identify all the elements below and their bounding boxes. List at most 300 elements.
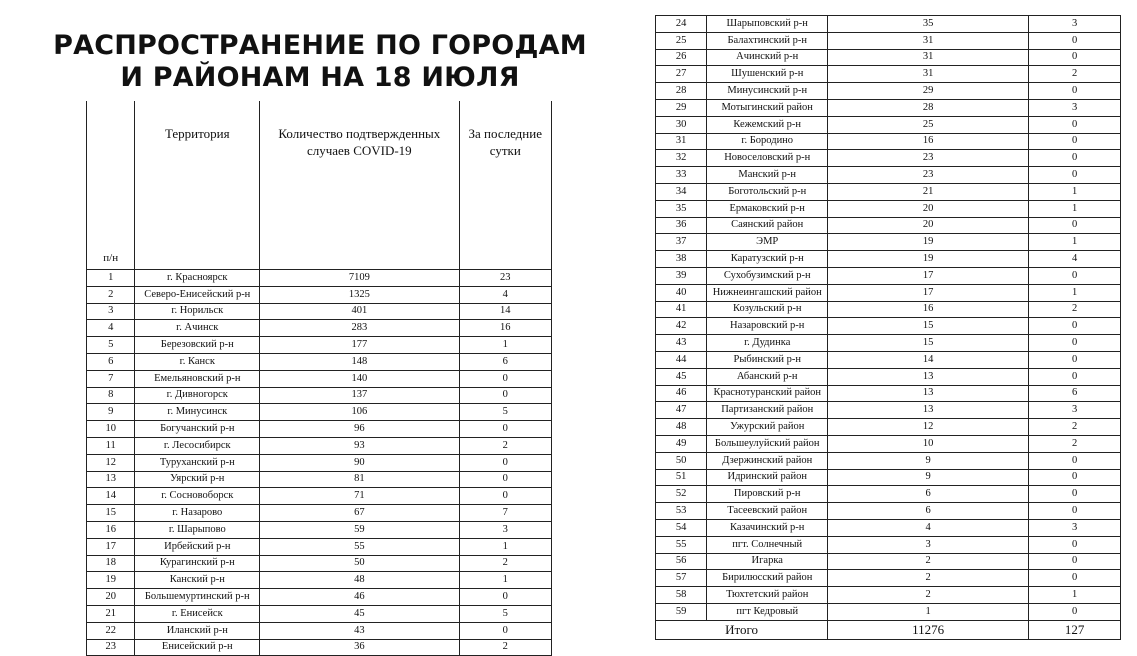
cell-num: 47 — [656, 402, 707, 419]
table-row — [656, 570, 1121, 587]
cell-territory: Большеулуйский район — [707, 435, 828, 452]
cell-num: 46 — [656, 385, 707, 402]
cell-confirmed: 106 — [260, 404, 459, 421]
cell-last-day: 0 — [1029, 368, 1121, 385]
cell-num: 30 — [656, 116, 707, 133]
cell-territory: Богучанский р-н — [135, 421, 260, 438]
table-row — [656, 217, 1121, 234]
table-row — [656, 335, 1121, 352]
cell-num: 34 — [656, 183, 707, 200]
table-row — [87, 622, 552, 639]
cell-confirmed: 1325 — [260, 286, 459, 303]
table-row — [87, 320, 552, 337]
cell-last-day: 6 — [1029, 385, 1121, 402]
cell-last-day: 1 — [459, 572, 551, 589]
cell-confirmed: 15 — [828, 335, 1029, 352]
cell-territory: Балахтинский р-н — [707, 32, 828, 49]
cell-last-day: 2 — [459, 555, 551, 572]
cell-last-day: 0 — [1029, 116, 1121, 133]
table-row — [656, 603, 1121, 620]
cell-confirmed: 4 — [828, 519, 1029, 536]
cell-last-day: 0 — [1029, 49, 1121, 66]
table-row — [656, 503, 1121, 520]
cell-last-day: 6 — [459, 353, 551, 370]
cell-num: 1 — [87, 270, 135, 287]
cell-num: 52 — [656, 486, 707, 503]
cell-territory: Уярский р-н — [135, 471, 260, 488]
total-row — [656, 620, 1121, 639]
cell-last-day: 1 — [459, 337, 551, 354]
cell-last-day: 0 — [1029, 469, 1121, 486]
cell-last-day: 0 — [1029, 570, 1121, 587]
cell-num: 9 — [87, 404, 135, 421]
cell-num: 42 — [656, 318, 707, 335]
cell-territory: Шарыповский р-н — [707, 16, 828, 33]
cell-num: 5 — [87, 337, 135, 354]
cell-confirmed: 31 — [828, 32, 1029, 49]
cell-last-day: 16 — [459, 320, 551, 337]
cell-num: 36 — [656, 217, 707, 234]
cell-last-day: 0 — [459, 488, 551, 505]
table-row — [656, 83, 1121, 100]
cell-confirmed: 90 — [260, 454, 459, 471]
cell-last-day: 0 — [1029, 553, 1121, 570]
cell-num: 4 — [87, 320, 135, 337]
cell-confirmed: 35 — [828, 16, 1029, 33]
cell-last-day: 0 — [1029, 486, 1121, 503]
cell-last-day: 3 — [1029, 519, 1121, 536]
cell-last-day: 4 — [1029, 251, 1121, 268]
cell-num: 7 — [87, 370, 135, 387]
table-header-row — [87, 101, 552, 270]
cell-last-day: 7 — [459, 505, 551, 522]
cell-confirmed: 6 — [828, 486, 1029, 503]
cell-confirmed: 401 — [260, 303, 459, 320]
table-row — [656, 351, 1121, 368]
cell-num: 28 — [656, 83, 707, 100]
page-title — [30, 30, 610, 94]
cell-confirmed: 45 — [260, 605, 459, 622]
cell-confirmed: 28 — [828, 99, 1029, 116]
cell-num: 57 — [656, 570, 707, 587]
header-last-day: За последние сутки — [459, 101, 551, 270]
cell-territory: Игарка — [707, 553, 828, 570]
cell-territory: Большемуртинский р-н — [135, 589, 260, 606]
cell-last-day: 0 — [1029, 167, 1121, 184]
cell-territory: г. Лесосибирск — [135, 437, 260, 454]
cell-territory: пгт. Солнечный — [707, 536, 828, 553]
cell-territory: Минусинский р-н — [707, 83, 828, 100]
cell-confirmed: 96 — [260, 421, 459, 438]
cell-num: 6 — [87, 353, 135, 370]
table-row — [656, 536, 1121, 553]
cell-confirmed: 23 — [828, 167, 1029, 184]
table-row — [87, 605, 552, 622]
cell-confirmed: 31 — [828, 66, 1029, 83]
cell-last-day: 1 — [1029, 234, 1121, 251]
cell-confirmed: 148 — [260, 353, 459, 370]
table-row — [87, 337, 552, 354]
cell-last-day: 3 — [1029, 99, 1121, 116]
table-row — [87, 572, 552, 589]
table-row — [87, 454, 552, 471]
cell-confirmed: 59 — [260, 521, 459, 538]
cell-territory: Ермаковский р-н — [707, 200, 828, 217]
cell-territory: Ужурский район — [707, 419, 828, 436]
table-row — [87, 505, 552, 522]
cell-territory: Краснотуранский район — [707, 385, 828, 402]
table-row — [656, 301, 1121, 318]
table-row — [656, 49, 1121, 66]
cell-num: 35 — [656, 200, 707, 217]
cell-num: 50 — [656, 452, 707, 469]
cell-territory: Дзержинский район — [707, 452, 828, 469]
table-row — [87, 387, 552, 404]
cell-territory: г. Минусинск — [135, 404, 260, 421]
cell-num: 26 — [656, 49, 707, 66]
total-confirmed: 11276 — [828, 620, 1029, 639]
table-body-right — [656, 16, 1121, 621]
table-row — [656, 368, 1121, 385]
table-row — [656, 519, 1121, 536]
cell-territory: Нижнеингашский район — [707, 284, 828, 301]
cell-confirmed: 20 — [828, 200, 1029, 217]
cell-confirmed: 36 — [260, 639, 459, 656]
cell-num: 51 — [656, 469, 707, 486]
cell-num: 10 — [87, 421, 135, 438]
cell-num: 27 — [656, 66, 707, 83]
cell-territory: Березовский р-н — [135, 337, 260, 354]
covid-table-right — [655, 15, 1121, 640]
cell-confirmed: 15 — [828, 318, 1029, 335]
cell-confirmed: 16 — [828, 301, 1029, 318]
cell-territory: Казачинский р-н — [707, 519, 828, 536]
cell-confirmed: 9 — [828, 469, 1029, 486]
cell-territory: г. Дудинка — [707, 335, 828, 352]
table-row — [87, 437, 552, 454]
cell-num: 20 — [87, 589, 135, 606]
cell-last-day: 0 — [459, 421, 551, 438]
table-row — [87, 555, 552, 572]
cell-confirmed: 17 — [828, 284, 1029, 301]
cell-territory: г. Ачинск — [135, 320, 260, 337]
cell-last-day: 0 — [459, 622, 551, 639]
cell-num: 40 — [656, 284, 707, 301]
cell-confirmed: 67 — [260, 505, 459, 522]
cell-last-day: 5 — [459, 404, 551, 421]
cell-confirmed: 48 — [260, 572, 459, 589]
cell-territory: Кежемский р-н — [707, 116, 828, 133]
table-row — [656, 251, 1121, 268]
cell-num: 3 — [87, 303, 135, 320]
table-row — [656, 267, 1121, 284]
cell-confirmed: 13 — [828, 368, 1029, 385]
cell-confirmed: 1 — [828, 603, 1029, 620]
cell-confirmed: 2 — [828, 587, 1029, 604]
cell-last-day: 2 — [459, 639, 551, 656]
cell-num: 45 — [656, 368, 707, 385]
cell-territory: г. Енисейск — [135, 605, 260, 622]
table-row — [656, 385, 1121, 402]
cell-confirmed: 283 — [260, 320, 459, 337]
cell-last-day: 0 — [1029, 267, 1121, 284]
table-row — [656, 133, 1121, 150]
cell-num: 22 — [87, 622, 135, 639]
cell-territory: Бирилюсский район — [707, 570, 828, 587]
cell-num: 11 — [87, 437, 135, 454]
cell-confirmed: 19 — [828, 251, 1029, 268]
cell-territory: Северо-Енисейский р-н — [135, 286, 260, 303]
cell-confirmed: 13 — [828, 385, 1029, 402]
table-row — [87, 639, 552, 656]
table-row — [656, 32, 1121, 49]
cell-confirmed: 2 — [828, 553, 1029, 570]
cell-confirmed: 71 — [260, 488, 459, 505]
cell-last-day: 2 — [1029, 66, 1121, 83]
cell-confirmed: 93 — [260, 437, 459, 454]
cell-last-day: 4 — [459, 286, 551, 303]
table-row — [656, 419, 1121, 436]
cell-confirmed: 50 — [260, 555, 459, 572]
cell-num: 31 — [656, 133, 707, 150]
table-row — [656, 318, 1121, 335]
cell-confirmed: 43 — [260, 622, 459, 639]
table-row — [656, 200, 1121, 217]
cell-num: 17 — [87, 538, 135, 555]
cell-confirmed: 140 — [260, 370, 459, 387]
cell-last-day: 0 — [1029, 452, 1121, 469]
cell-last-day: 2 — [459, 437, 551, 454]
cell-territory: Мотыгинский район — [707, 99, 828, 116]
cell-territory: Идринский район — [707, 469, 828, 486]
cell-num: 43 — [656, 335, 707, 352]
cell-num: 29 — [656, 99, 707, 116]
cell-num: 41 — [656, 301, 707, 318]
table-row — [656, 435, 1121, 452]
cell-confirmed: 10 — [828, 435, 1029, 452]
cell-confirmed: 7109 — [260, 270, 459, 287]
table-row — [656, 99, 1121, 116]
table-row — [656, 116, 1121, 133]
cell-territory: Шушенский р-н — [707, 66, 828, 83]
cell-confirmed: 3 — [828, 536, 1029, 553]
cell-territory: Абанский р-н — [707, 368, 828, 385]
cell-confirmed: 46 — [260, 589, 459, 606]
table-row — [656, 284, 1121, 301]
cell-territory: г. Красноярск — [135, 270, 260, 287]
title-line-2: И РАЙОНАМ НА 18 ИЮЛЯ — [120, 62, 520, 93]
table-row — [87, 521, 552, 538]
cell-last-day: 2 — [1029, 435, 1121, 452]
cell-last-day: 0 — [1029, 133, 1121, 150]
covid-table-left — [86, 101, 552, 656]
cell-num: 14 — [87, 488, 135, 505]
cell-territory: Каратузский р-н — [707, 251, 828, 268]
cell-confirmed: 177 — [260, 337, 459, 354]
table-row — [656, 587, 1121, 604]
cell-num: 58 — [656, 587, 707, 604]
cell-last-day: 0 — [1029, 150, 1121, 167]
cell-territory: г. Канск — [135, 353, 260, 370]
table-row — [87, 353, 552, 370]
cell-confirmed: 25 — [828, 116, 1029, 133]
cell-num: 12 — [87, 454, 135, 471]
cell-confirmed: 17 — [828, 267, 1029, 284]
header-confirmed: Количество подтвержденных случаев COVID-19 — [260, 101, 459, 270]
cell-territory: г. Назарово — [135, 505, 260, 522]
table-row — [656, 167, 1121, 184]
cell-confirmed: 12 — [828, 419, 1029, 436]
cell-num: 13 — [87, 471, 135, 488]
cell-territory: Емельяновский р-н — [135, 370, 260, 387]
table-row — [87, 471, 552, 488]
cell-confirmed: 2 — [828, 570, 1029, 587]
cell-num: 23 — [87, 639, 135, 656]
total-label: Итого — [656, 620, 828, 639]
cell-territory: Канский р-н — [135, 572, 260, 589]
cell-num: 44 — [656, 351, 707, 368]
header-territory: Территория — [135, 101, 260, 270]
cell-confirmed: 23 — [828, 150, 1029, 167]
cell-num: 16 — [87, 521, 135, 538]
cell-last-day: 0 — [1029, 503, 1121, 520]
cell-last-day: 5 — [459, 605, 551, 622]
cell-territory: ЭМР — [707, 234, 828, 251]
cell-territory: Туруханский р-н — [135, 454, 260, 471]
cell-last-day: 0 — [1029, 603, 1121, 620]
total-last-day: 127 — [1029, 620, 1121, 639]
cell-confirmed: 20 — [828, 217, 1029, 234]
cell-territory: Сухобузимский р-н — [707, 267, 828, 284]
cell-last-day: 0 — [459, 370, 551, 387]
cell-num: 15 — [87, 505, 135, 522]
cell-territory: Курагинский р-н — [135, 555, 260, 572]
title-line-1: РАСПРОСТРАНЕНИЕ ПО ГОРОДАМ — [53, 30, 587, 61]
cell-num: 39 — [656, 267, 707, 284]
cell-last-day: 0 — [1029, 536, 1121, 553]
cell-last-day: 0 — [459, 471, 551, 488]
cell-territory: Козульский р-н — [707, 301, 828, 318]
cell-confirmed: 137 — [260, 387, 459, 404]
cell-num: 19 — [87, 572, 135, 589]
cell-territory: Партизанский район — [707, 402, 828, 419]
table-row — [656, 486, 1121, 503]
cell-territory: Пировский р-н — [707, 486, 828, 503]
cell-last-day: 0 — [1029, 335, 1121, 352]
table-row — [656, 469, 1121, 486]
cell-confirmed: 29 — [828, 83, 1029, 100]
cell-confirmed: 6 — [828, 503, 1029, 520]
cell-last-day: 3 — [1029, 16, 1121, 33]
cell-last-day: 2 — [1029, 419, 1121, 436]
cell-territory: Боготольский р-н — [707, 183, 828, 200]
cell-num: 21 — [87, 605, 135, 622]
table-row — [87, 404, 552, 421]
cell-last-day: 0 — [1029, 318, 1121, 335]
cell-confirmed: 9 — [828, 452, 1029, 469]
cell-confirmed: 13 — [828, 402, 1029, 419]
cell-num: 37 — [656, 234, 707, 251]
cell-territory: Манский р-н — [707, 167, 828, 184]
table-row — [87, 538, 552, 555]
cell-last-day: 0 — [459, 454, 551, 471]
cell-confirmed: 14 — [828, 351, 1029, 368]
cell-last-day: 14 — [459, 303, 551, 320]
cell-num: 38 — [656, 251, 707, 268]
table-row — [656, 452, 1121, 469]
table-row — [87, 370, 552, 387]
table-row — [656, 553, 1121, 570]
cell-last-day: 1 — [1029, 200, 1121, 217]
cell-num: 25 — [656, 32, 707, 49]
cell-territory: Саянский район — [707, 217, 828, 234]
table-row — [87, 286, 552, 303]
cell-last-day: 3 — [459, 521, 551, 538]
table-row — [87, 270, 552, 287]
cell-territory: г. Сосновоборск — [135, 488, 260, 505]
table-body-left — [87, 270, 552, 656]
cell-last-day: 1 — [1029, 284, 1121, 301]
table-row — [87, 303, 552, 320]
cell-last-day: 0 — [459, 387, 551, 404]
cell-territory: Иланский р-н — [135, 622, 260, 639]
header-num: п/н — [87, 101, 135, 270]
cell-num: 8 — [87, 387, 135, 404]
cell-last-day: 1 — [459, 538, 551, 555]
cell-confirmed: 16 — [828, 133, 1029, 150]
cell-territory: пгт Кедровый — [707, 603, 828, 620]
cell-last-day: 2 — [1029, 301, 1121, 318]
cell-last-day: 0 — [459, 589, 551, 606]
table-row — [656, 234, 1121, 251]
cell-num: 33 — [656, 167, 707, 184]
cell-last-day: 0 — [1029, 217, 1121, 234]
cell-last-day: 0 — [1029, 32, 1121, 49]
cell-territory: г. Норильск — [135, 303, 260, 320]
cell-last-day: 23 — [459, 270, 551, 287]
cell-num: 56 — [656, 553, 707, 570]
cell-last-day: 3 — [1029, 402, 1121, 419]
cell-num: 53 — [656, 503, 707, 520]
cell-num: 49 — [656, 435, 707, 452]
cell-confirmed: 21 — [828, 183, 1029, 200]
cell-num: 54 — [656, 519, 707, 536]
cell-confirmed: 81 — [260, 471, 459, 488]
table-row — [656, 150, 1121, 167]
cell-num: 48 — [656, 419, 707, 436]
table-row — [656, 183, 1121, 200]
cell-num: 59 — [656, 603, 707, 620]
table-row — [87, 488, 552, 505]
cell-last-day: 1 — [1029, 587, 1121, 604]
cell-num: 32 — [656, 150, 707, 167]
cell-territory: Рыбинский р-н — [707, 351, 828, 368]
cell-territory: Ирбейский р-н — [135, 538, 260, 555]
table-row — [656, 402, 1121, 419]
cell-num: 2 — [87, 286, 135, 303]
cell-num: 55 — [656, 536, 707, 553]
cell-last-day: 1 — [1029, 183, 1121, 200]
cell-territory: г. Бородино — [707, 133, 828, 150]
cell-territory: Тасеевский район — [707, 503, 828, 520]
cell-last-day: 0 — [1029, 351, 1121, 368]
cell-territory: Енисейский р-н — [135, 639, 260, 656]
table-row — [87, 589, 552, 606]
cell-confirmed: 31 — [828, 49, 1029, 66]
cell-num: 24 — [656, 16, 707, 33]
cell-last-day: 0 — [1029, 83, 1121, 100]
cell-confirmed: 19 — [828, 234, 1029, 251]
